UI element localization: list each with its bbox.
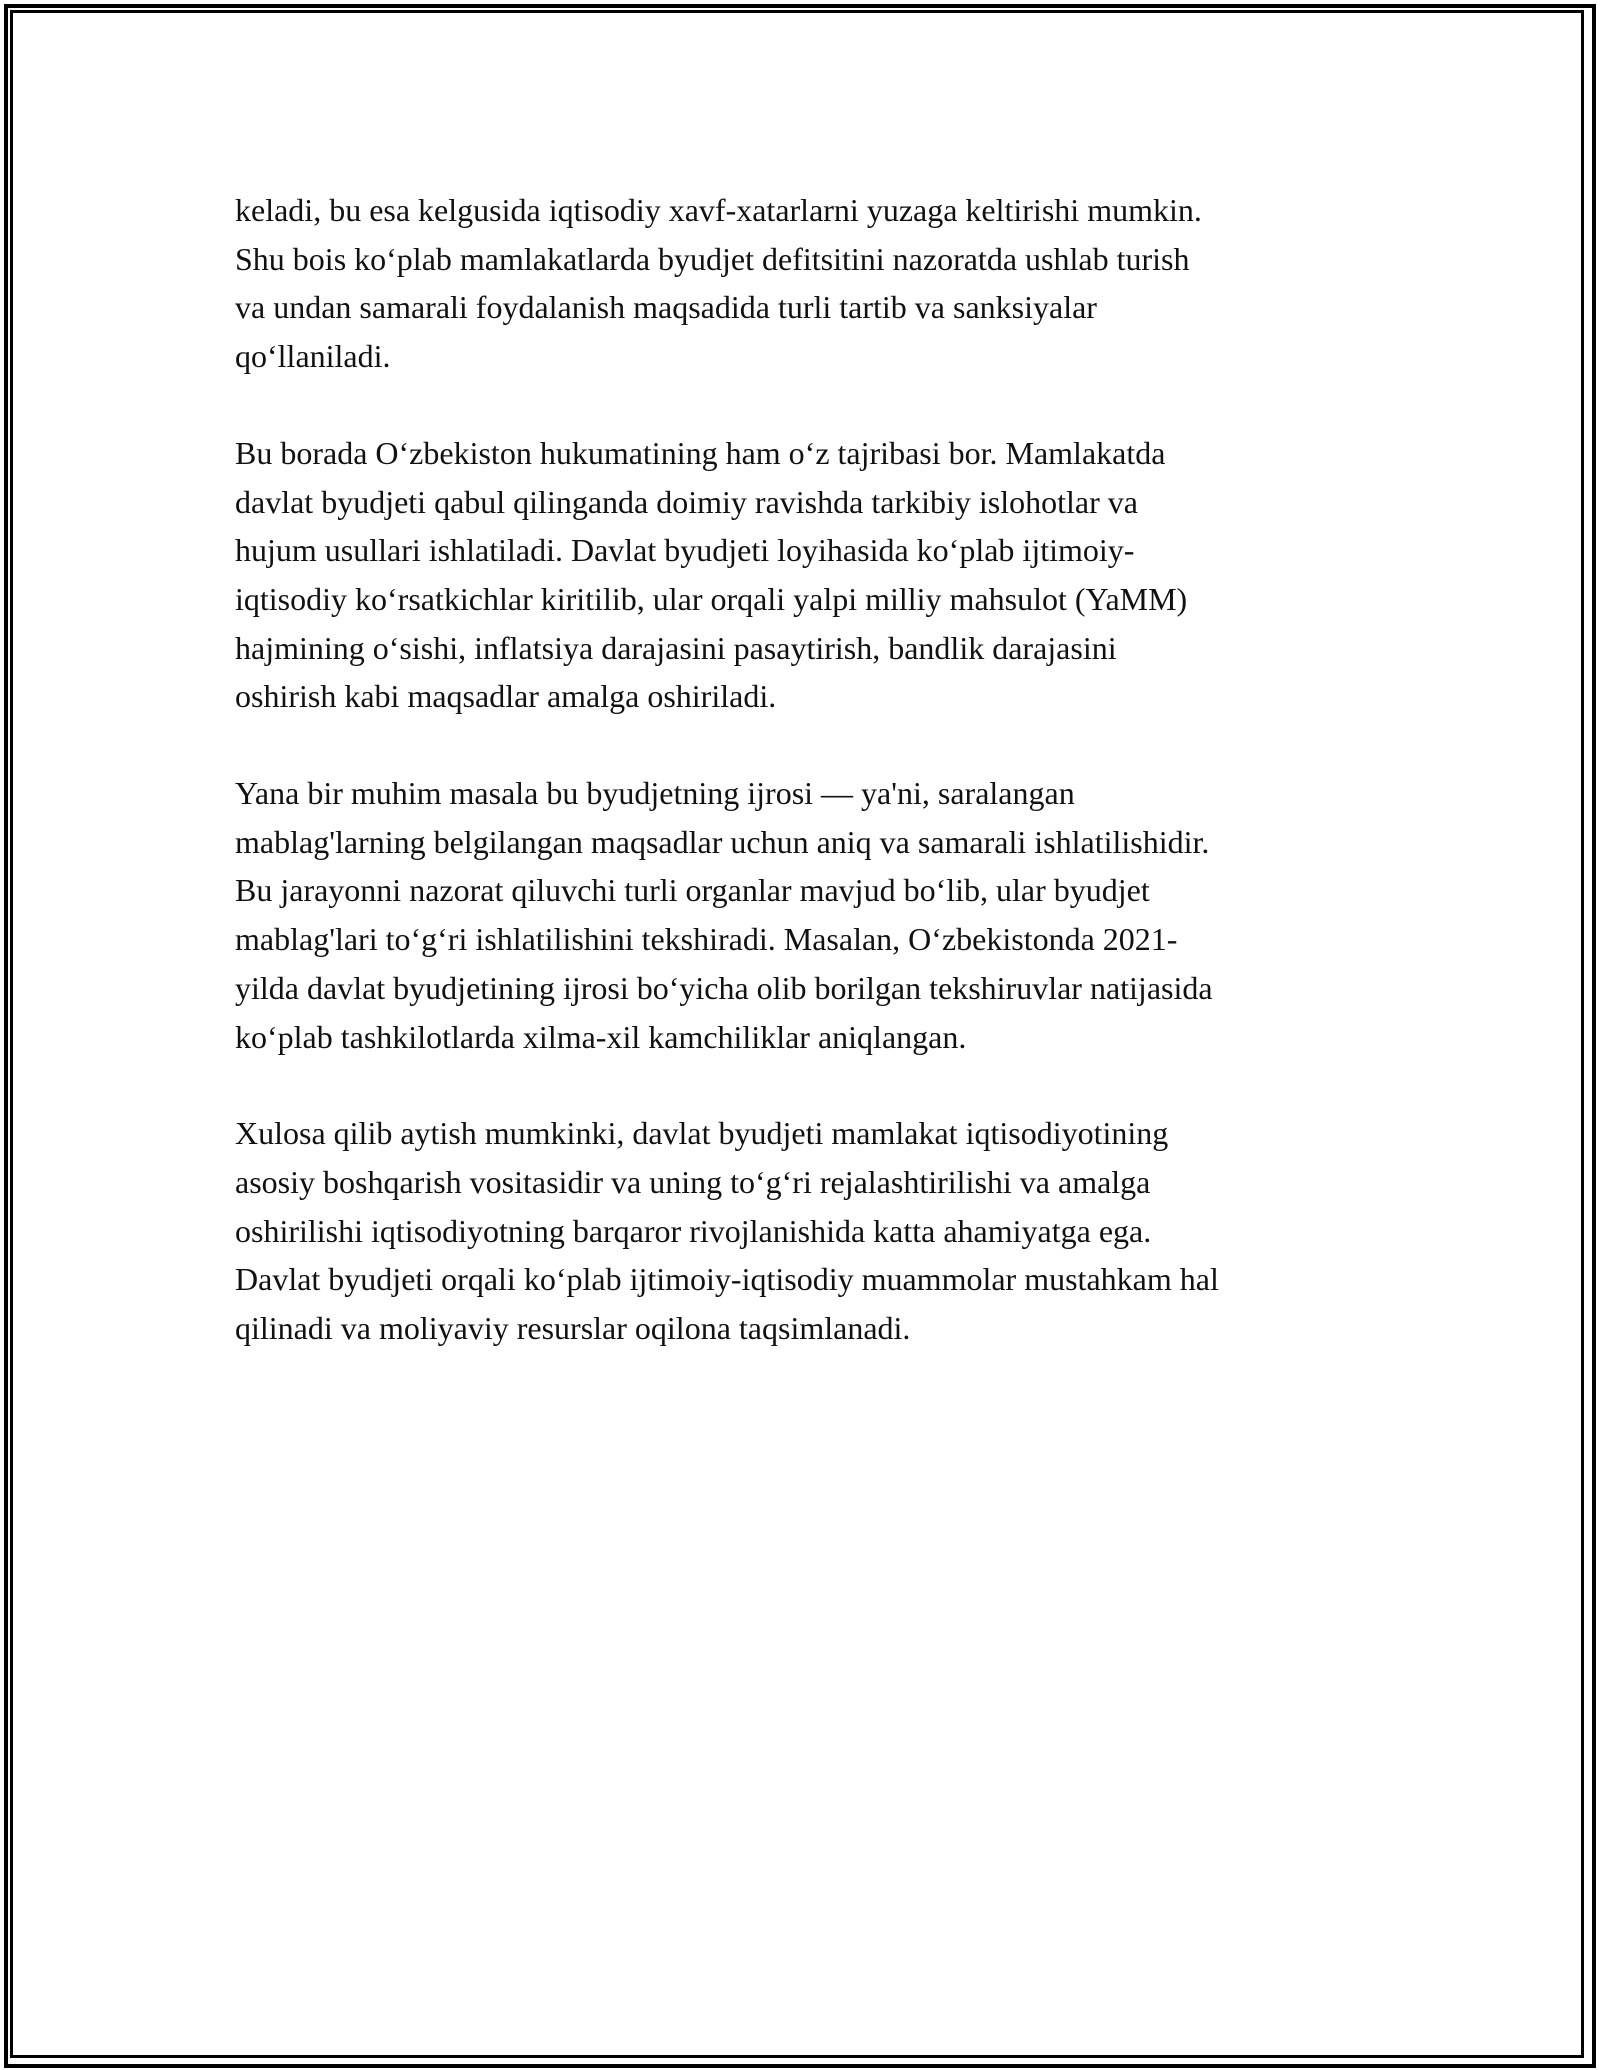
paragraph-1: keladi, bu esa kelgusida iqtisodiy xavf-xatarlarni yuzaga keltirishi mumkin. Shu bois ko‘plab mamlakatlarda byudjet defitsitini nazoratda ushlab turish va undan samarali foydalanish maqsadida turli tartib va sanksiyalar qo‘llaniladi.	[235, 192, 1202, 375]
paragraph-2: Bu borada O‘zbekiston hukumatining ham o‘z tajribasi bor. Mamlakatda davlat byudjeti qabul qilinganda doimiy ravishda tarkibiy islohotlar va hujum usullari ishlatiladi. Davlat byudjeti loyihasida ko‘plab ijtimoiy- iqtisodiy ko‘rsatkichlar kiritilib, ular orqali yalpi milliy mahsulot (YaMM) hajmining o‘sishi, inflatsiya darajasini pasaytirish, bandlik darajasini oshirish kabi maqsadlar amalga oshiriladi.	[235, 434, 1188, 715]
paragraph-4: Xulosa qilib aytish mumkinki, davlat byudjeti mamlakat iqtisodiyotining asosiy boshqarish vositasidir va uning to‘g‘ri rejalashtirilishi va amalga oshirilishi iqtisodiyotning barqaror rivojlanishida katta ahamiyatga ega. Davlat byudjeti orqali ko‘plab ijtimoiy-iqtisodiy muammolar mustahkam hal qilinadi va moliyaviy resurslar oqilona taqsimlanadi.	[235, 1115, 1219, 1347]
document-body	[235, 186, 1375, 1401]
paragraph-3: Yana bir muhim masala bu byudjetning ijrosi — ya'ni, saralangan mablag'larning belgilangan maqsadlar uchun aniq va samarali ishlatilishidir. Bu jarayonni nazorat qiluvchi turli organlar mavjud bo‘lib, ular byudjet mablag'lari to‘g‘ri ishlatilishini tekshiradi. Masalan, O‘zbekistonda 2021- yilda davlat byudjetining ijrosi bo‘yicha olib borilgan tekshiruvlar natijasida ko‘plab tashkilotlarda xilma-xil kamchiliklar aniqlangan.	[235, 775, 1213, 1055]
